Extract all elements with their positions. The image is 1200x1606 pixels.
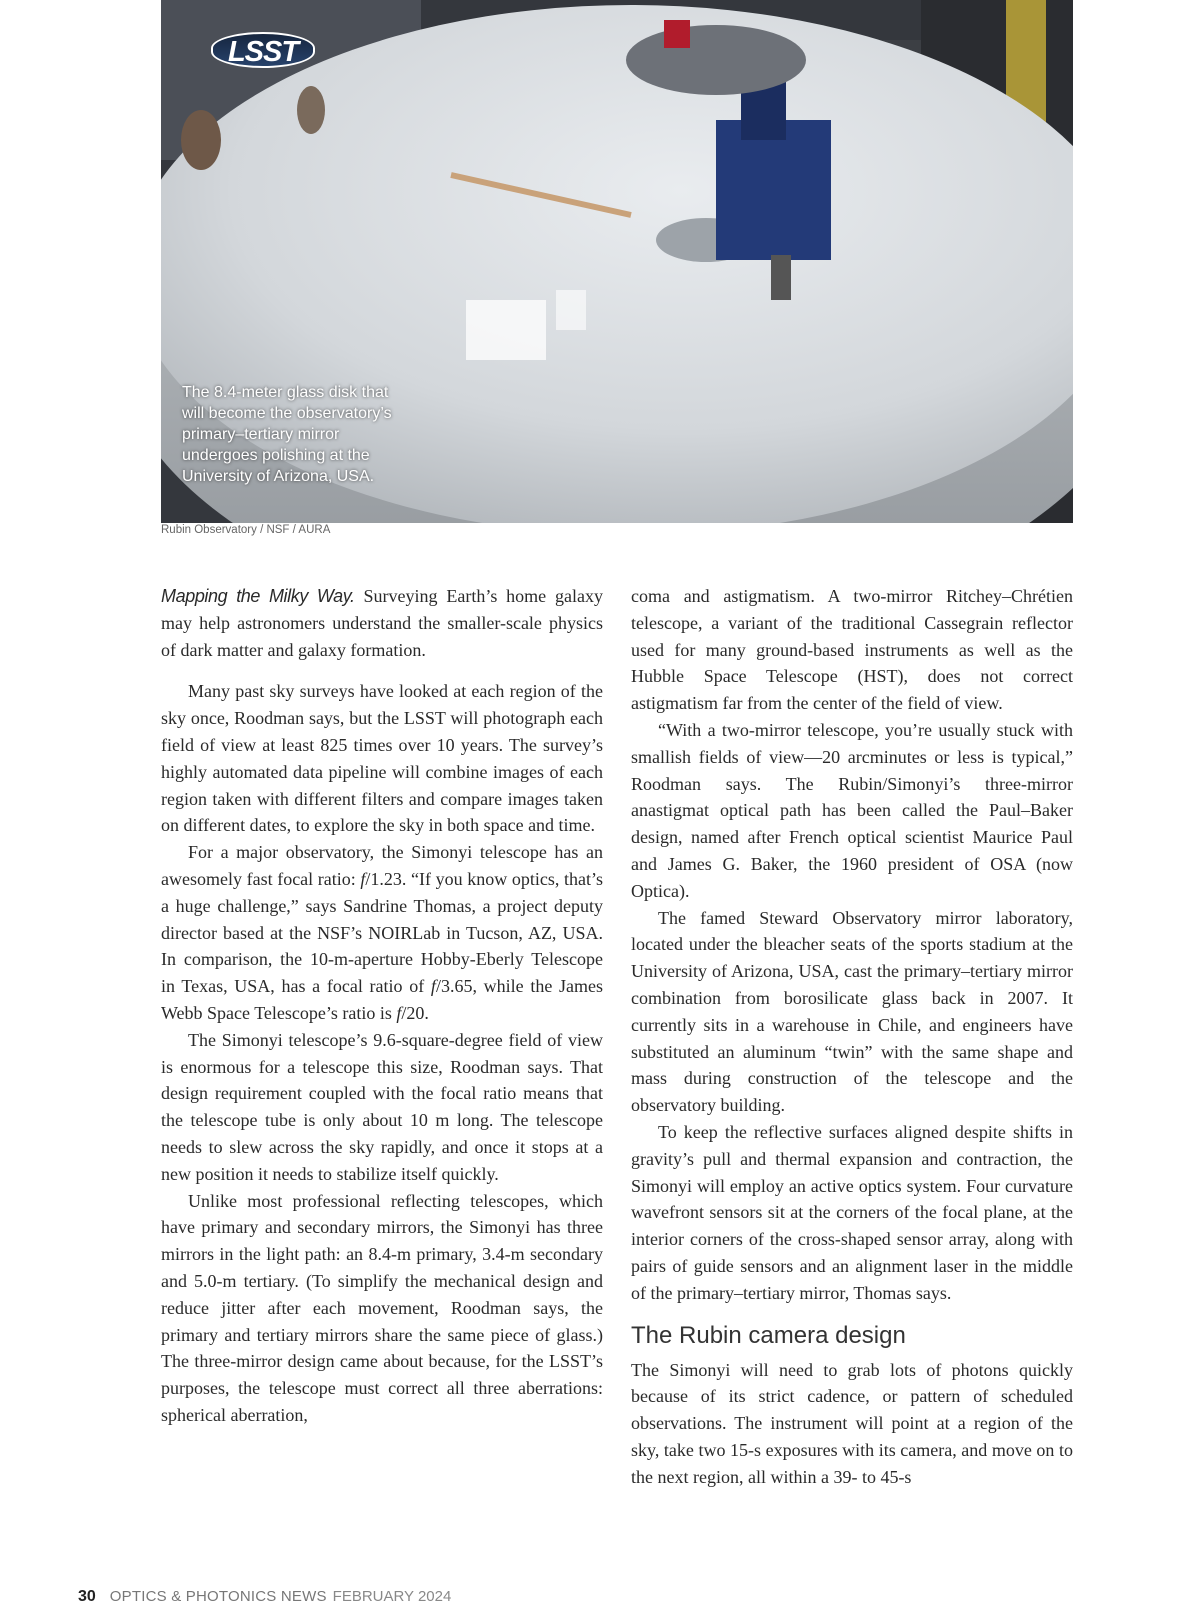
paragraph: coma and astigmatism. A two-mirror Ritchey–Chrétien telescope, a variant of the traditional Cassegrain reflector used for many ground-based instruments as well as the Hubble Space Telescope (HST), does not correct astigmatism far from the center of the field of view. <box>631 586 1073 714</box>
magazine-title: OPTICS & PHOTONICS NEWS <box>109 1588 327 1605</box>
paragraph: The famed Steward Observatory mirror laboratory, located under the bleacher seats of the sports stadium at the University of Arizona, USA, cast the primary–tertiary mirror combination from borosilicate glass back in 2007. It currently sits in a warehouse in Chile, and engineers have substituted an aluminum “twin” with the same shape and mass during construction of the telescope and the observatory building. <box>631 907 1073 1116</box>
paragraph: The Simonyi telescope’s 9.6-square-degree field of view is enormous for a telescope this size, Roodman says. That design requirement coupled with the focal ratio means that the telescope tube is only about 10 m long. The telescope needs to slew across the sky rapidly, and once it stops at a new position it needs to stabilize itself quickly. <box>161 1029 603 1184</box>
issue-date: FEBRUARY 2024 <box>332 1588 452 1605</box>
lsst-logo: LSST <box>211 32 315 68</box>
photo-credit: Rubin Observatory / NSF / AURA <box>161 524 331 536</box>
paragraph: Mapping the Milky Way. Surveying Earth’s home galaxy may help astronomers understand the smaller-scale physics of dark matter and galaxy formation. <box>161 586 603 660</box>
paragraph: For a major observatory, the Simonyi telescope has an awesomely fast focal ratio: f/1.23. “If you know optics, that’s a huge challenge,” says Sandrine Thomas, a project deputy director based at the NSF’s NOIRLab in Tucson, AZ, USA. In comparison, the 10-m-aperture Hobby-Eberly Telescope in Texas, USA, has a focal ratio of f/3.65, while the James Webb Space Telescope’s ratio is f/20. <box>161 842 603 1023</box>
photo-caption: The 8.4-meter glass disk that will become the observatory’s primary–tertiary mirror undergoes polishing at the University of Arizona, USA. <box>182 384 392 485</box>
page-number: 30 <box>78 1588 96 1605</box>
paragraph: Unlike most professional reflecting telescopes, which have primary and secondary mirrors, the Simonyi has three mirrors in the light path: an 8.4-m primary, 3.4-m secondary and 5.0-m tertiary. (To simplify the mechanical design and reduce jitter after each movement, Roodman says, the primary and tertiary mirrors share the same piece of glass.) The three-mirror design came about because, for the LSST’s purposes, the telescope must correct all three aberrations: spherical aberration, <box>161 1190 603 1425</box>
page-footer <box>78 1588 451 1606</box>
section-heading: The Rubin camera design <box>631 1321 906 1349</box>
section-lead-in: Mapping the Milky Way. <box>161 586 355 606</box>
paragraph: To keep the reflective surfaces aligned despite shifts in gravity’s pull and thermal expansion and contraction, the Simonyi will employ an active optics system. Four curvature wavefront sensors sit at the corners of the focal plane, at the interior corners of the cross-shaped sensor array, along with pairs of guide sensors and an alignment laser in the middle of the primary–tertiary mirror, Thomas says. <box>631 1121 1073 1303</box>
mirror-photo <box>161 0 1073 523</box>
right-column <box>631 583 1073 1491</box>
paragraph: “With a two-mirror telescope, you’re usually stuck with smallish fields of view—20 arcminutes or less is typical,” Roodman says. The Rubin/Simonyi’s three-mirror anastigmat optical path has been called the Paul–Baker design, named after French optical scientist Maurice Paul and James G. Baker, the 1960 president of OSA (now Optica). <box>631 719 1073 901</box>
left-column <box>161 583 603 1429</box>
paragraph: The Simonyi will need to grab lots of photons quickly because of its strict cadence, or pattern of scheduled observations. The instrument will point at a region of the sky, take two 15-s exposures with its camera, and move on to the next region, all within a 39- to 45-s <box>631 1359 1073 1487</box>
paragraph: Many past sky surveys have looked at each region of the sky once, Roodman says, but the LSST will photograph each field of view at least 825 times over 10 years. The survey’s highly automated data pipeline will combine images of each region taken with different filters and compare images taken on different dates, to explore the sky in both space and time. <box>161 681 603 836</box>
